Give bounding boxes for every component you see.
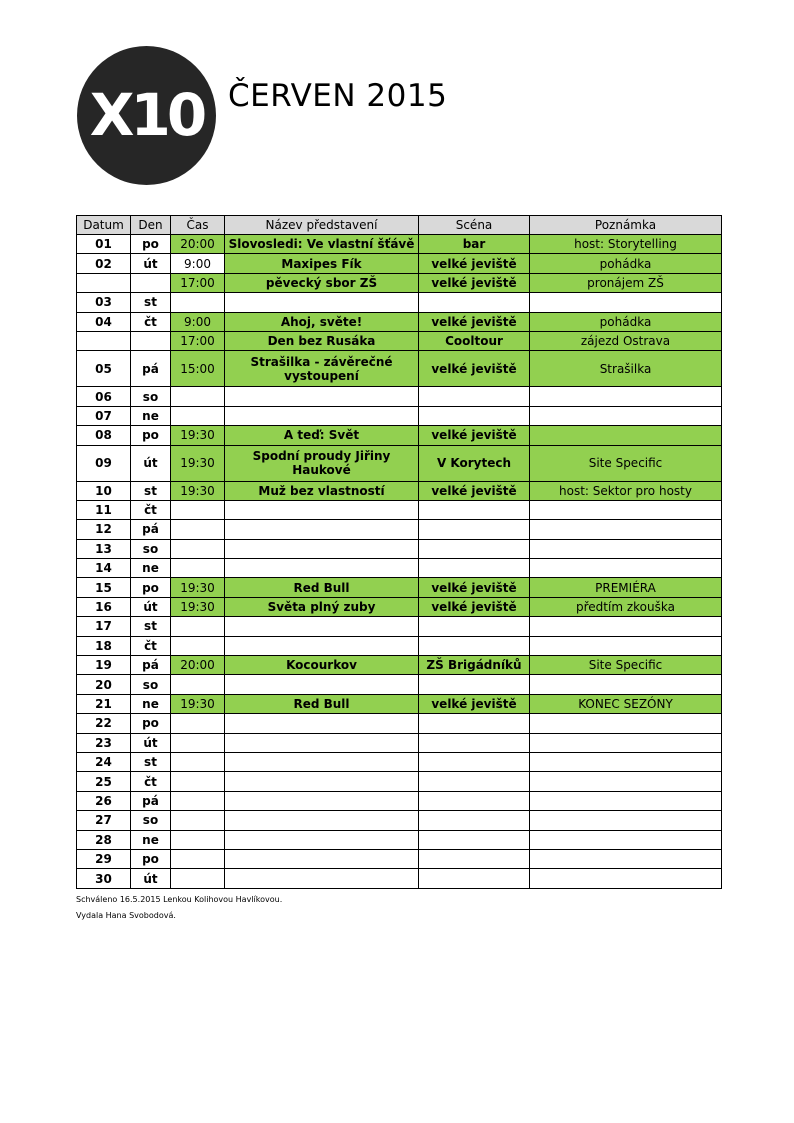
approval-note: Schváleno 16.5.2015 Lenkou Kolihovou Havlíkovou.: [76, 895, 283, 904]
cell-time: 19:30: [171, 481, 225, 500]
cell-time: [171, 752, 225, 771]
cell-day: so: [131, 675, 171, 694]
cell-show-name: [225, 617, 419, 636]
cell-scene: [419, 406, 530, 425]
table-row: [77, 254, 722, 273]
table-row: [77, 520, 722, 539]
cell-note: [530, 293, 722, 312]
cell-note: PREMIÉRA: [530, 578, 722, 597]
cell-time: 17:00: [171, 331, 225, 350]
cell-time: [171, 617, 225, 636]
cell-time: [171, 733, 225, 752]
cell-time: [171, 539, 225, 558]
cell-note: [530, 617, 722, 636]
cell-note: [530, 520, 722, 539]
cell-show-name: [225, 811, 419, 830]
cell-scene: velké jeviště: [419, 597, 530, 616]
cell-note: pronájem ZŠ: [530, 273, 722, 292]
cell-show-name: [225, 387, 419, 406]
cell-note: [530, 869, 722, 888]
cell-time: [171, 520, 225, 539]
cell-time: 17:00: [171, 273, 225, 292]
cell-show-name: [225, 520, 419, 539]
cell-date: 28: [77, 830, 131, 849]
cell-date: 19: [77, 656, 131, 675]
cell-date: 06: [77, 387, 131, 406]
cell-note: KONEC SEZÓNY: [530, 694, 722, 713]
page-title: ČERVEN 2015: [228, 78, 448, 114]
cell-date: 16: [77, 597, 131, 616]
cell-date: 26: [77, 791, 131, 810]
table-row: [77, 312, 722, 331]
cell-date: 21: [77, 694, 131, 713]
cell-date: 04: [77, 312, 131, 331]
cell-date: 14: [77, 559, 131, 578]
cell-time: 20:00: [171, 235, 225, 254]
cell-day: út: [131, 445, 171, 481]
cell-time: [171, 406, 225, 425]
cell-day: út: [131, 869, 171, 888]
table-row: [77, 387, 722, 406]
cell-show-name: [225, 500, 419, 519]
cell-note: [530, 426, 722, 445]
cell-time: [171, 636, 225, 655]
cell-scene: [419, 293, 530, 312]
table-row: [77, 752, 722, 771]
cell-note: [530, 772, 722, 791]
table-row: [77, 331, 722, 350]
cell-day: ne: [131, 694, 171, 713]
cell-day: ne: [131, 559, 171, 578]
cell-show-name: A teď: Svět: [225, 426, 419, 445]
cell-show-name: [225, 830, 419, 849]
cell-show-name: [225, 559, 419, 578]
cell-date: 25: [77, 772, 131, 791]
cell-show-name: Kocourkov: [225, 656, 419, 675]
table-row: [77, 791, 722, 810]
cell-scene: [419, 849, 530, 868]
cell-show-name: Den bez Rusáka: [225, 331, 419, 350]
logo-text: X10: [89, 81, 204, 149]
cell-time: [171, 675, 225, 694]
cell-show-name: [225, 539, 419, 558]
cell-date: 17: [77, 617, 131, 636]
cell-show-name: Ahoj, světe!: [225, 312, 419, 331]
cell-day: [131, 331, 171, 350]
table-row: [77, 811, 722, 830]
cell-day: pá: [131, 351, 171, 387]
cell-day: st: [131, 293, 171, 312]
cell-time: [171, 849, 225, 868]
table-row: [77, 849, 722, 868]
cell-show-name: [225, 733, 419, 752]
cell-date: 02: [77, 254, 131, 273]
table-row: [77, 617, 722, 636]
cell-date: [77, 331, 131, 350]
cell-time: [171, 293, 225, 312]
cell-scene: [419, 559, 530, 578]
cell-show-name: [225, 406, 419, 425]
cell-time: 9:00: [171, 254, 225, 273]
cell-day: pá: [131, 520, 171, 539]
cell-day: pá: [131, 656, 171, 675]
cell-note: [530, 559, 722, 578]
table-row: [77, 714, 722, 733]
cell-day: čt: [131, 312, 171, 331]
cell-day: po: [131, 578, 171, 597]
cell-note: pohádka: [530, 254, 722, 273]
cell-time: [171, 500, 225, 519]
cell-scene: velké jeviště: [419, 273, 530, 292]
cell-note: [530, 733, 722, 752]
table-row: [77, 235, 722, 254]
table-row: [77, 578, 722, 597]
cell-scene: [419, 869, 530, 888]
cell-date: 10: [77, 481, 131, 500]
cell-date: 12: [77, 520, 131, 539]
cell-note: Strašilka: [530, 351, 722, 387]
cell-day: út: [131, 597, 171, 616]
cell-time: 9:00: [171, 312, 225, 331]
cell-show-name: Světa plný zuby: [225, 597, 419, 616]
cell-scene: velké jeviště: [419, 426, 530, 445]
cell-day: so: [131, 387, 171, 406]
cell-show-name: [225, 636, 419, 655]
cell-scene: [419, 617, 530, 636]
table-row: [77, 293, 722, 312]
cell-day: po: [131, 849, 171, 868]
schedule-table: [76, 215, 722, 889]
cell-note: [530, 830, 722, 849]
cell-date: 22: [77, 714, 131, 733]
cell-date: 23: [77, 733, 131, 752]
cell-date: 13: [77, 539, 131, 558]
cell-time: [171, 791, 225, 810]
cell-time: 19:30: [171, 578, 225, 597]
cell-date: 20: [77, 675, 131, 694]
cell-day: út: [131, 733, 171, 752]
cell-show-name: [225, 714, 419, 733]
cell-scene: [419, 733, 530, 752]
cell-scene: velké jeviště: [419, 351, 530, 387]
cell-date: 15: [77, 578, 131, 597]
cell-time: [171, 830, 225, 849]
cell-day: [131, 273, 171, 292]
cell-date: 11: [77, 500, 131, 519]
table-row: [77, 772, 722, 791]
cell-date: 08: [77, 426, 131, 445]
cell-show-name: Red Bull: [225, 578, 419, 597]
cell-scene: [419, 387, 530, 406]
table-row: [77, 636, 722, 655]
cell-note: předtím zkouška: [530, 597, 722, 616]
cell-time: 19:30: [171, 445, 225, 481]
cell-time: 20:00: [171, 656, 225, 675]
cell-day: čt: [131, 500, 171, 519]
cell-day: po: [131, 426, 171, 445]
cell-scene: [419, 675, 530, 694]
x10-logo: [77, 46, 216, 185]
table-row: [77, 500, 722, 519]
cell-scene: [419, 714, 530, 733]
cell-scene: velké jeviště: [419, 481, 530, 500]
cell-scene: velké jeviště: [419, 694, 530, 713]
cell-note: [530, 791, 722, 810]
cell-date: 18: [77, 636, 131, 655]
cell-date: 07: [77, 406, 131, 425]
cell-note: [530, 714, 722, 733]
cell-day: po: [131, 714, 171, 733]
cell-scene: [419, 830, 530, 849]
cell-day: st: [131, 617, 171, 636]
table-row: [77, 445, 722, 481]
cell-note: [530, 387, 722, 406]
cell-note: host: Sektor pro hosty: [530, 481, 722, 500]
cell-time: 19:30: [171, 694, 225, 713]
cell-show-name: [225, 293, 419, 312]
table-row: [77, 830, 722, 849]
cell-note: zájezd Ostrava: [530, 331, 722, 350]
header-time: Čas: [171, 216, 225, 235]
table-header-row: [77, 216, 722, 235]
cell-note: Site Specific: [530, 445, 722, 481]
cell-note: host: Storytelling: [530, 235, 722, 254]
table-row: [77, 656, 722, 675]
cell-day: út: [131, 254, 171, 273]
table-row: [77, 426, 722, 445]
table-row: [77, 273, 722, 292]
cell-show-name: Strašilka - závěrečné vystoupení: [225, 351, 419, 387]
cell-day: ne: [131, 406, 171, 425]
cell-time: [171, 811, 225, 830]
header-show-name: Název představení: [225, 216, 419, 235]
cell-time: [171, 772, 225, 791]
cell-scene: [419, 752, 530, 771]
table-row: [77, 597, 722, 616]
cell-day: st: [131, 481, 171, 500]
cell-time: [171, 387, 225, 406]
cell-note: Site Specific: [530, 656, 722, 675]
cell-date: [77, 273, 131, 292]
cell-time: 19:30: [171, 597, 225, 616]
cell-date: 29: [77, 849, 131, 868]
cell-note: [530, 539, 722, 558]
cell-show-name: [225, 675, 419, 694]
cell-date: 30: [77, 869, 131, 888]
cell-scene: [419, 520, 530, 539]
cell-scene: [419, 772, 530, 791]
cell-show-name: [225, 772, 419, 791]
table-row: [77, 869, 722, 888]
cell-scene: [419, 791, 530, 810]
cell-note: [530, 500, 722, 519]
cell-date: 09: [77, 445, 131, 481]
cell-scene: [419, 811, 530, 830]
cell-time: [171, 559, 225, 578]
cell-date: 05: [77, 351, 131, 387]
cell-day: so: [131, 539, 171, 558]
cell-show-name: Muž bez vlastností: [225, 481, 419, 500]
cell-time: [171, 714, 225, 733]
cell-scene: ZŠ Brigádníků: [419, 656, 530, 675]
cell-day: so: [131, 811, 171, 830]
cell-show-name: [225, 791, 419, 810]
header-note: Poznámka: [530, 216, 722, 235]
cell-scene: V Korytech: [419, 445, 530, 481]
cell-day: ne: [131, 830, 171, 849]
cell-day: pá: [131, 791, 171, 810]
cell-date: 24: [77, 752, 131, 771]
cell-time: 19:30: [171, 426, 225, 445]
cell-scene: [419, 539, 530, 558]
cell-day: čt: [131, 636, 171, 655]
cell-time: 15:00: [171, 351, 225, 387]
table-row: [77, 481, 722, 500]
cell-time: [171, 869, 225, 888]
cell-show-name: [225, 849, 419, 868]
cell-show-name: [225, 869, 419, 888]
cell-scene: velké jeviště: [419, 578, 530, 597]
cell-show-name: Maxipes Fík: [225, 254, 419, 273]
header-scene: Scéna: [419, 216, 530, 235]
cell-note: pohádka: [530, 312, 722, 331]
cell-day: st: [131, 752, 171, 771]
table-row: [77, 559, 722, 578]
cell-date: 27: [77, 811, 131, 830]
table-row: [77, 675, 722, 694]
cell-note: [530, 675, 722, 694]
cell-show-name: [225, 752, 419, 771]
cell-scene: bar: [419, 235, 530, 254]
cell-date: 03: [77, 293, 131, 312]
cell-note: [530, 811, 722, 830]
cell-scene: Cooltour: [419, 331, 530, 350]
cell-scene: [419, 500, 530, 519]
header-day: Den: [131, 216, 171, 235]
cell-scene: velké jeviště: [419, 254, 530, 273]
header-date: Datum: [77, 216, 131, 235]
table-row: [77, 351, 722, 387]
table-row: [77, 539, 722, 558]
cell-show-name: Spodní proudy Jiřiny Haukové: [225, 445, 419, 481]
table-row: [77, 733, 722, 752]
cell-date: 01: [77, 235, 131, 254]
table-row: [77, 406, 722, 425]
cell-note: [530, 752, 722, 771]
cell-show-name: pěvecký sbor ZŠ: [225, 273, 419, 292]
cell-show-name: Slovosledi: Ve vlastní šťávě: [225, 235, 419, 254]
cell-note: [530, 849, 722, 868]
cell-note: [530, 406, 722, 425]
table-row: [77, 694, 722, 713]
cell-day: po: [131, 235, 171, 254]
issued-note: Vydala Hana Svobodová.: [76, 911, 176, 920]
cell-day: čt: [131, 772, 171, 791]
cell-scene: [419, 636, 530, 655]
cell-note: [530, 636, 722, 655]
cell-show-name: Red Bull: [225, 694, 419, 713]
cell-scene: velké jeviště: [419, 312, 530, 331]
